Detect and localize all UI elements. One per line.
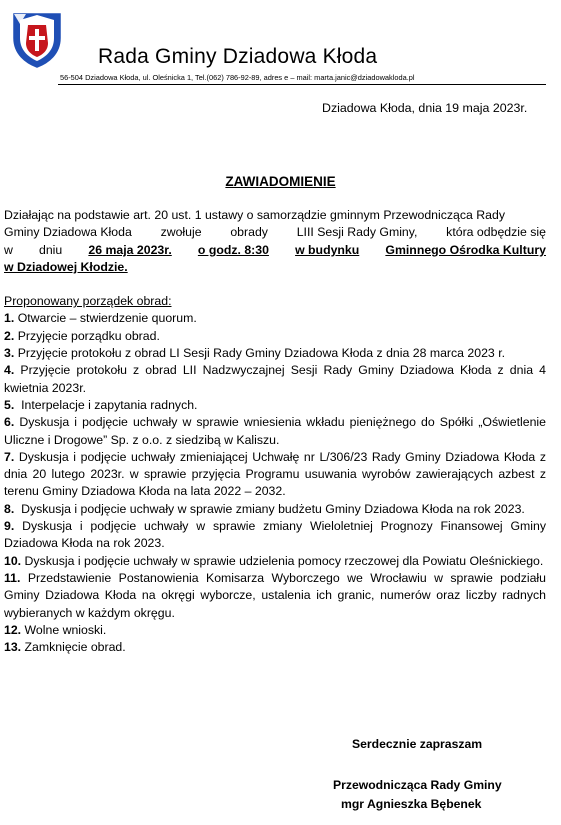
- agenda-item: 10. Dyskusja i podjęcie uchwały w sprawie udzielenia pomocy rzeczowej dla Powiatu Oleśnickiego.: [4, 553, 544, 568]
- session-time: o godz. 8:30: [197, 242, 269, 257]
- agenda-list: [4, 310, 546, 656]
- intro-paragraph: [4, 207, 546, 276]
- header-divider: [58, 84, 546, 85]
- agenda-item: 11. Przedstawienie Postanowienia Komisarza Wyborczego we Wrocławiu w sprawie podziału Gminy Dziadowa Kłoda na okręgi wyborcze, ustalenia ich granic, numerów oraz liczby radnych wybieranych w każdym okręgu.: [4, 570, 546, 620]
- agenda-item: 5. Interpelacje i zapytania radnych.: [4, 397, 198, 412]
- organization-name: Rada Gminy Dziadowa Kłoda: [98, 45, 378, 68]
- signature-name: mgr Agnieszka Bębenek: [341, 797, 482, 811]
- document-body: [4, 207, 546, 656]
- agenda-item: 12. Wolne wnioski.: [4, 622, 107, 637]
- agenda-item: 6. Dyskusja i podjęcie uchwały w sprawie wniesienia wkładu pieniężnego do Spółki „Oświetlenie Uliczne i Drogowe” Sp. z o.o. z siedzibą w Kaliszu.: [4, 415, 546, 447]
- closing-greeting: Serdecznie zapraszam: [352, 737, 483, 751]
- intro-line-2: Gminy Dziadowa Kłoda zwołuje obrady LIII Sesji Rady Gminy, która odbędzie się: [4, 225, 546, 240]
- organization-address: 56-504 Dziadowa Kłoda, ul. Oleśnicka 1, Tel.(062) 786-92-89, adres e – mail: marta.janic@dziadowakloda.pl: [60, 73, 415, 82]
- agenda-item: 9. Dyskusja i podjęcie uchwały w sprawie zmiany Wieloletniej Prognozy Finansowej Gminy Dziadowa Kłoda na rok 2023.: [4, 519, 546, 551]
- agenda-item: 3. Przyjęcie protokołu z obrad LI Sesji Rady Gminy Dziadowa Kłoda z dnia 28 marca 2023 r.: [4, 346, 506, 361]
- intro-line-4: w Dziadowej Kłodzie.: [4, 259, 128, 274]
- agenda-item: 4. Przyjęcie protokołu z obrad LII Nadzwyczajnej Sesji Rady Gminy Dziadowa Kłoda z dnia 4 kwietnia 2023r.: [4, 363, 546, 395]
- agenda-item: 1. Otwarcie – stwierdzenie quorum.: [4, 311, 197, 326]
- signature-role: Przewodnicząca Rady Gminy: [333, 778, 502, 792]
- agenda-heading: Proponowany porządek obrad:: [4, 294, 172, 309]
- session-venue: Gminnego Ośrodka Kultury: [385, 242, 546, 257]
- document-date: Dziadowa Kłoda, dnia 19 maja 2023r.: [322, 101, 528, 115]
- agenda-item: 7. Dyskusja i podjęcie uchwały zmieniającej Uchwałę nr L/306/23 Rady Gminy Dziadowa Kłoda z dnia 20 lutego 2023r. w sprawie przyjęcia Programu usuwania wyrobów zawierających azbest z terenu Gminy Dziadowa Kłoda na lata 2022 – 2032.: [4, 449, 546, 499]
- agenda-item: 13. Zamknięcie obrad.: [4, 640, 126, 655]
- coat-of-arms-icon: [12, 12, 62, 68]
- session-date: 26 maja 2023r.: [88, 242, 172, 257]
- document-title: ZAWIADOMIENIE: [225, 174, 336, 189]
- intro-line-1: Działając na podstawie art. 20 ust. 1 ustawy o samorządzie gminnym Przewodnicząca Rady: [4, 208, 505, 222]
- agenda-item: 8. Dyskusja i podjęcie uchwały w sprawie zmiany budżetu Gminy Dziadowa Kłoda na rok 2023.: [4, 501, 525, 516]
- intro-line-3: w dniu 26 maja 2023r. o godz. 8:30 w budynku Gminnego Ośrodka Kultury: [4, 242, 546, 259]
- agenda-item: 2. Przyjęcie porządku obrad.: [4, 328, 160, 343]
